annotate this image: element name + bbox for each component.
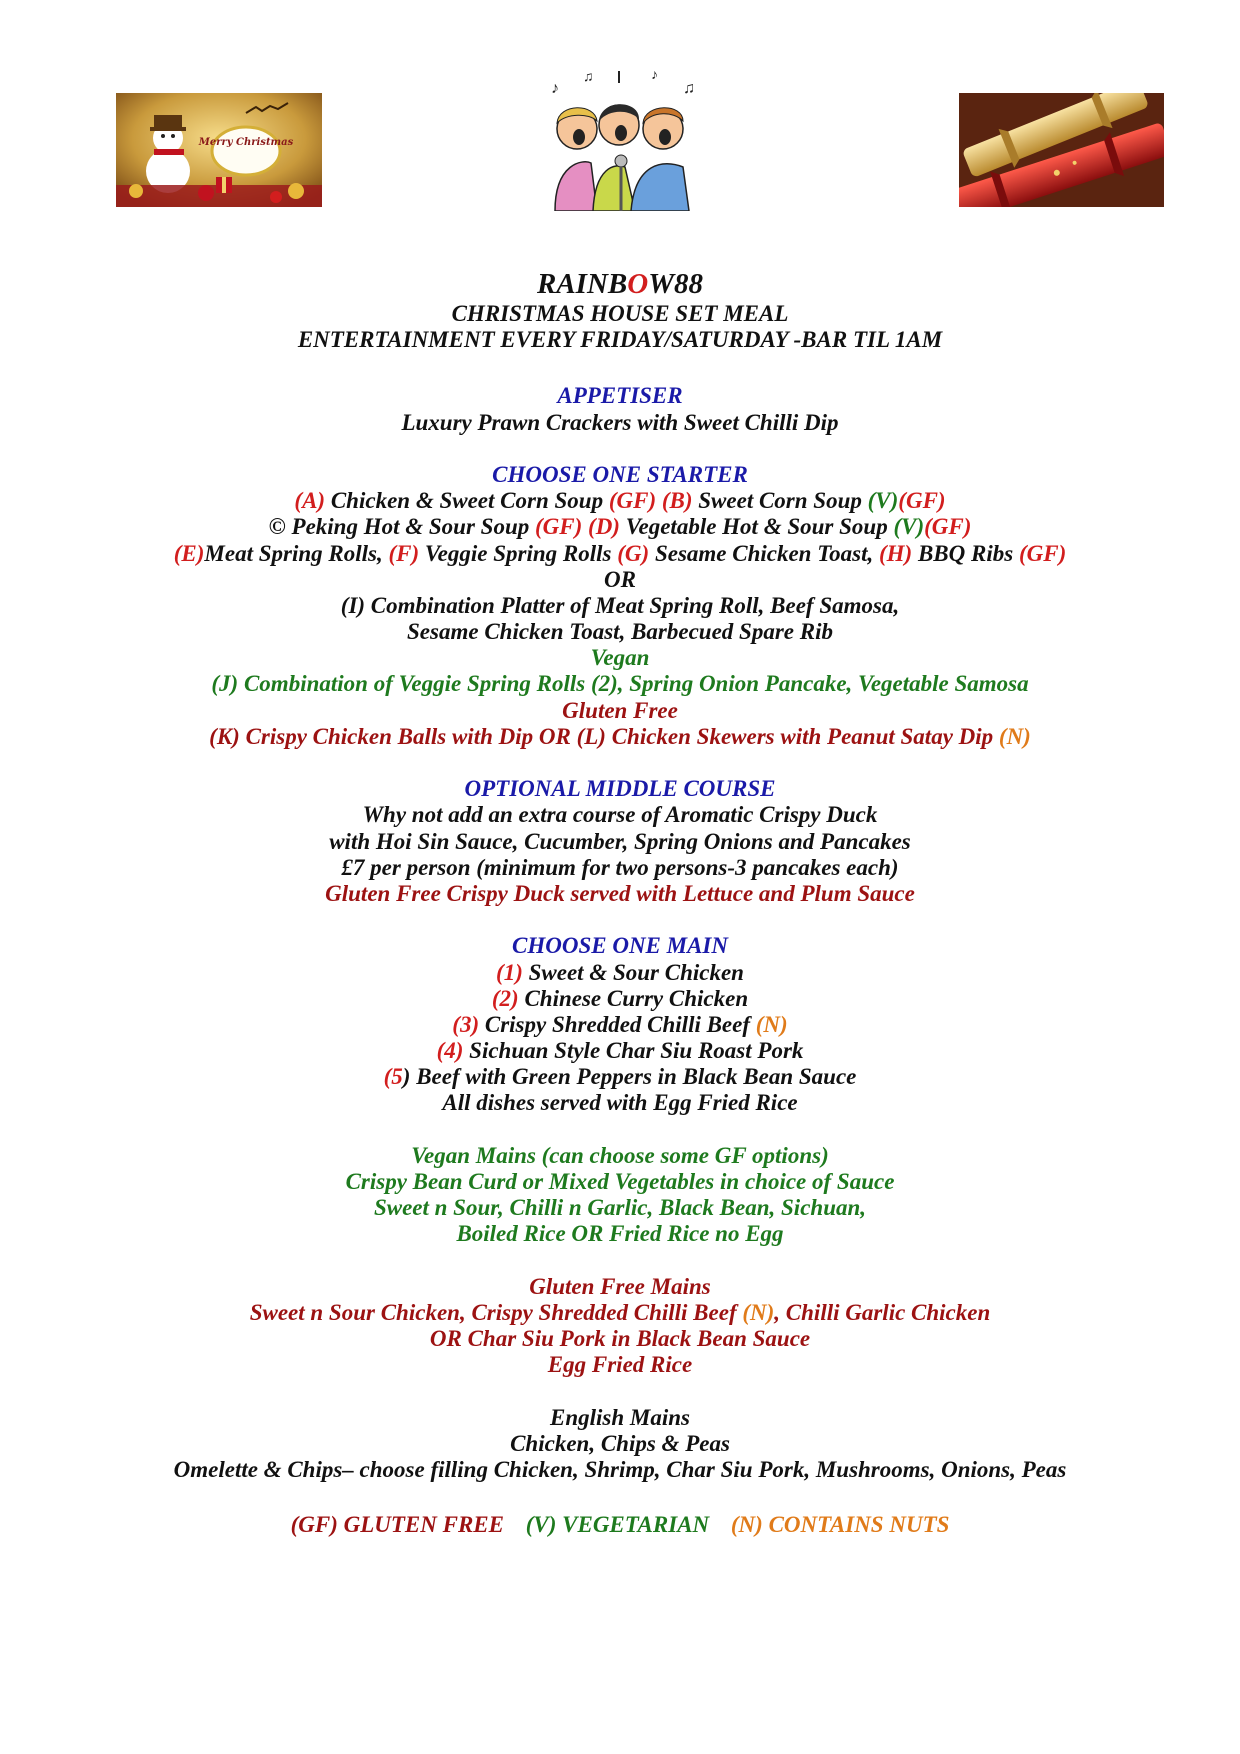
menu-line: [0, 1221, 1240, 1247]
dietary-legend: [0, 1510, 1240, 1540]
menu-text: (N): [755, 1011, 788, 1037]
menu-text: Sweet Corn Soup: [698, 488, 868, 514]
menu-line: [0, 1457, 1240, 1483]
menu-text: Why not add an extra course of Aromatic Crispy Duck: [362, 802, 878, 828]
menu-text: (V): [893, 514, 925, 540]
menu-text: (5: [383, 1064, 403, 1090]
menu-text: Vegetable Hot & Sour Soup: [625, 514, 894, 540]
middle-course-heading: OPTIONAL MIDDLE COURSE: [464, 776, 776, 802]
menu-text: Gluten Free Crispy Duck served with Lettuce and Plum Sauce: [325, 880, 915, 906]
menu-line: [0, 698, 1240, 724]
menu-text: (N): [742, 1299, 775, 1325]
menu-text: Sesame Chicken Toast,: [654, 540, 879, 566]
menu-text: (3): [452, 1011, 485, 1037]
menu-line: [0, 1143, 1240, 1169]
menu-line: [0, 1326, 1240, 1352]
vegan-mains-list: [0, 1143, 1240, 1248]
menu-text: (1): [496, 959, 529, 985]
menu-line: [0, 855, 1240, 881]
menu-text: (4): [436, 1038, 470, 1064]
menu-line: [0, 881, 1240, 907]
legend-gluten-free: (GF) GLUTEN FREE: [290, 1512, 504, 1538]
menu-line: [0, 1090, 1240, 1116]
svg-text:♪: ♪: [651, 68, 658, 83]
menu-text: Crispy Bean Curd or Mixed Vegetables in choice of Sauce: [345, 1169, 895, 1194]
menu-line: [0, 671, 1240, 697]
main-list: [0, 960, 1240, 1117]
menu-text: Sweet n Sour Chicken, Crispy Shredded Chilli Beef: [249, 1299, 743, 1325]
restaurant-title: RAINBOW88: [536, 268, 703, 300]
menu-text: with Hoi Sin Sauce, Cucumber, Spring Onions and Pancakes: [329, 828, 911, 854]
svg-text:♫: ♫: [683, 80, 695, 97]
menu-line: [0, 488, 1240, 514]
menu-text: Meat Spring Rolls,: [204, 540, 389, 566]
menu-subtitle: CHRISTMAS HOUSE SET MEAL: [451, 301, 789, 326]
appetiser-heading: APPETISER: [557, 383, 683, 409]
menu-text: Veggie Spring Rolls: [424, 540, 618, 566]
menu-line: [0, 1038, 1240, 1064]
menu-text: Omelette & Chips– choose filling Chicken, Shrimp, Char Siu Pork, Mushrooms, Onions, Peas: [173, 1457, 1067, 1483]
menu-text: (F): [388, 540, 425, 566]
menu-line: [0, 1064, 1240, 1090]
menu-text: (A): [294, 488, 331, 514]
menu-text: OR Char Siu Pork in Black Bean Sauce: [429, 1326, 811, 1352]
menu-text: Gluten Free: [562, 697, 678, 723]
menu-line: [0, 802, 1240, 828]
menu-text: Gluten Free Mains: [529, 1273, 711, 1299]
menu-line: [0, 541, 1240, 567]
christmas-crackers-image: [959, 93, 1164, 207]
merry-christmas-text: Merry Christmas: [198, 137, 294, 148]
gluten-free-mains-list: [0, 1274, 1240, 1379]
menu-text: Chicken, Chips & Peas: [510, 1430, 730, 1456]
middle-course-list: [0, 802, 1240, 907]
menu-text: Sesame Chicken Toast, Barbecued Spare Rib: [407, 619, 833, 645]
menu-text: (I) Combination Platter of Meat Spring Roll, Beef Samosa,: [340, 592, 900, 618]
menu-text: Boiled Rice OR Fried Rice no Egg: [456, 1221, 784, 1247]
menu-text: (G): [617, 540, 655, 566]
entertainment-notice: ENTERTAINMENT EVERY FRIDAY/SATURDAY -BAR TIL 1AM: [297, 327, 943, 353]
menu-line: [0, 645, 1240, 671]
legend-contains-nuts: (N) CONTAINS NUTS: [730, 1512, 950, 1538]
menu-text: All dishes served with Egg Fried Rice: [442, 1090, 798, 1116]
appetiser-item: Luxury Prawn Crackers with Sweet Chilli Dip: [401, 409, 839, 435]
menu-text: Sweet n Sour, Chilli n Garlic, Black Bean, Sichuan,: [373, 1195, 867, 1221]
menu-text: BBQ Ribs: [917, 540, 1019, 566]
menu-line: [0, 960, 1240, 986]
menu-text: , Chilli Garlic Chicken: [774, 1299, 991, 1325]
menu-text: (E): [173, 540, 205, 566]
menu-text: Chinese Curry Chicken: [524, 985, 749, 1011]
menu-text: Egg Fried Rice: [547, 1352, 693, 1378]
starter-list: [0, 488, 1240, 750]
menu-line: [0, 1195, 1240, 1221]
menu-text: ) Beef with Green Peppers in Black Bean Sauce: [402, 1064, 857, 1090]
menu-text: Sichuan Style Char Siu Roast Pork: [469, 1038, 804, 1064]
menu-text: (V): [867, 488, 899, 514]
main-heading: CHOOSE ONE MAIN: [512, 933, 728, 959]
menu-line: [0, 514, 1240, 540]
menu-line: [0, 1274, 1240, 1300]
menu-line: [0, 567, 1240, 593]
menu-text: OR: [604, 566, 636, 592]
menu-line: [0, 1300, 1240, 1326]
menu-document: [0, 268, 1240, 1540]
menu-line: [0, 724, 1240, 750]
menu-line: [0, 829, 1240, 855]
svg-text:♪: ♪: [551, 80, 559, 97]
menu-line: [0, 1431, 1240, 1457]
menu-line: [0, 593, 1240, 619]
svg-text:♫: ♫: [583, 70, 594, 85]
menu-line: [0, 1169, 1240, 1195]
starter-heading: CHOOSE ONE STARTER: [492, 461, 748, 487]
menu-text: Vegan: [590, 645, 650, 671]
menu-text: Sweet & Sour Chicken: [528, 959, 744, 985]
menu-text: (2): [491, 985, 525, 1011]
menu-text: Vegan Mains (can choose some GF options): [411, 1142, 829, 1168]
legend-vegetarian: (V) VEGETARIAN: [525, 1512, 710, 1538]
menu-text: (GF) (D): [535, 514, 626, 540]
english-mains-list: [0, 1405, 1240, 1484]
menu-text: (N): [998, 723, 1031, 749]
menu-line: [0, 1405, 1240, 1431]
singers-cartoon-image: [543, 63, 703, 211]
menu-text: (GF): [898, 488, 946, 514]
menu-text: English Mains: [550, 1404, 690, 1430]
menu-line: [0, 986, 1240, 1012]
menu-text: Crispy Shredded Chilli Beef: [484, 1011, 756, 1037]
menu-text: (K) Crispy Chicken Balls with Dip OR (L) Chicken Skewers with Peanut Satay Dip: [209, 723, 999, 749]
menu-text: (GF): [924, 514, 972, 540]
menu-text: Chicken & Sweet Corn Soup: [330, 488, 609, 514]
menu-text: £7 per person (minimum for two persons-3 pancakes each): [341, 854, 899, 880]
menu-line: [0, 1352, 1240, 1378]
snowman-christmas-card-image: [116, 93, 322, 207]
menu-text: (GF) (B): [608, 488, 699, 514]
menu-text: (H): [879, 540, 918, 566]
menu-text: (GF): [1018, 540, 1067, 566]
menu-text: © Peking Hot & Sour Soup: [268, 514, 536, 540]
menu-line: [0, 1012, 1240, 1038]
menu-text: (J) Combination of Veggie Spring Rolls (2), Spring Onion Pancake, Vegetable Samosa: [211, 671, 1029, 697]
menu-line: [0, 619, 1240, 645]
